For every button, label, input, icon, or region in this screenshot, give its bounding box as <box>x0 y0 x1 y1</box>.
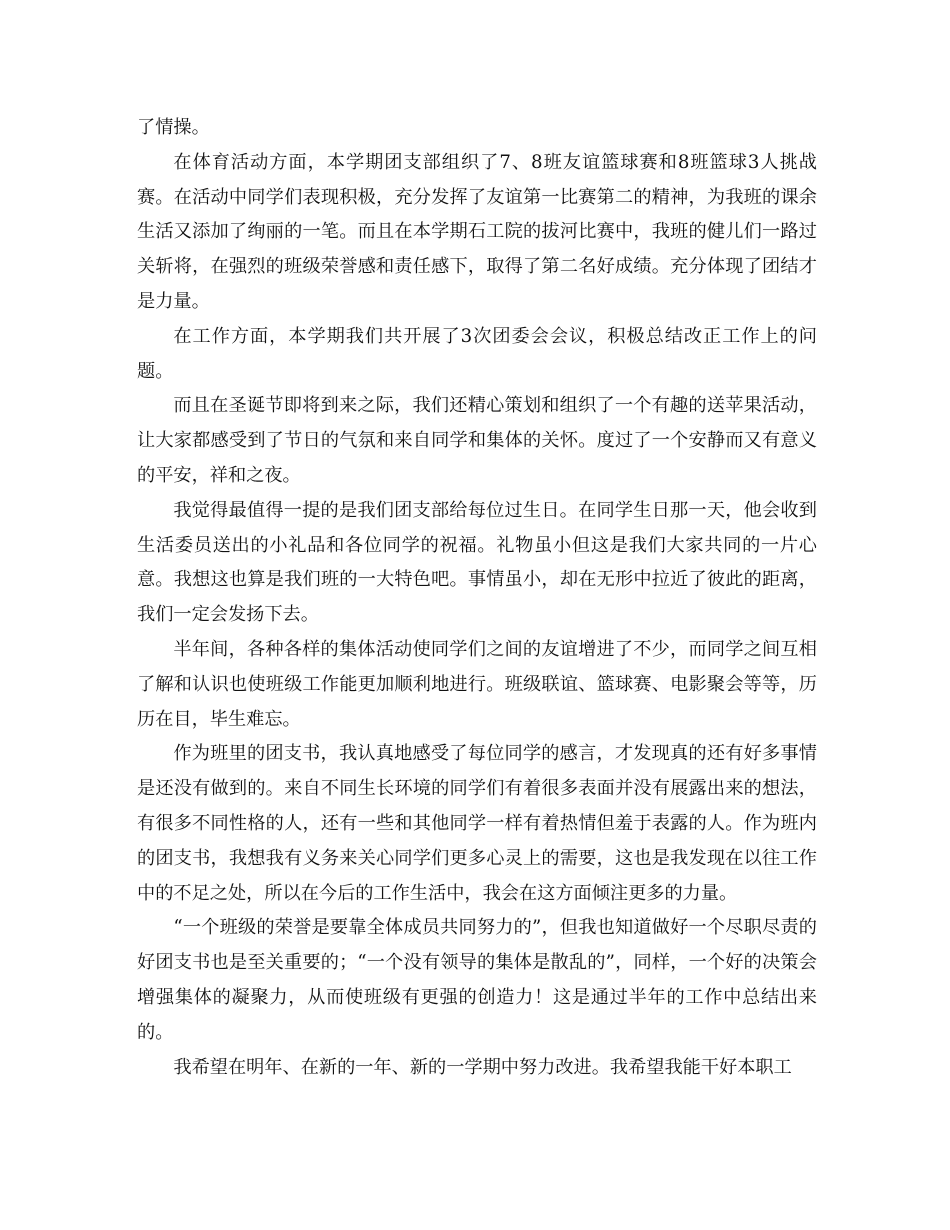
paragraph-half-year: 半年间，各种各样的集体活动使同学们之间的友谊增进了不少，而同学之间互相了解和认识也使班级工作能更加顺利地进行。班级联谊、篮球赛、电影聚会等等，历历在目，毕生难忘。 <box>137 638 817 730</box>
paragraph-work: 在工作方面，本学期我们共开展了3次团委会会议，积极总结改正工作上的问题。 <box>137 325 817 382</box>
paragraph-christmas: 而且在圣诞节即将到来之际，我们还精心策划和组织了一个有趣的送苹果活动，让大家都感受到了节日的气氛和来自同学和集体的关怀。度过了一个安静而又有意义的平安，祥和之夜。 <box>137 395 817 486</box>
paragraph-hope: 我希望在明年、在新的一年、新的一学期中努力改进。我希望我能干好本职工 <box>173 1056 792 1078</box>
paragraph-continued: 了情操。 <box>137 117 210 138</box>
document-page <box>137 111 817 1085</box>
paragraph-birthday: 我觉得最值得一提的是我们团支部给每位过生日。在同学生日那一天，他会收到生活委员送出的小礼品和各位同学的祝福。礼物虽小但这是我们大家共同的一片心意。我想这也算是我们班的一大特色吧。事情虽小，却在无形中拉近了彼此的距离，我们一定会发扬下去。 <box>137 499 817 626</box>
paragraph-class-honor: “一个班级的荣誉是要靠全体成员共同努力的”，但我也知道做好一个尽职尽责的好团支书也是至关重要的；“一个没有领导的集体是散乱的”，同样，一个好的决策会增强集体的凝聚力，从而使班级有更强的创造力！这是通过半年的工作中总结出来的。 <box>137 917 817 1043</box>
paragraph-secretary: 作为班里的团支书，我认真地感受了每位同学的感言，才发现真的还有好多事情是还没有做到的。来自不同生长环境的同学们有着很多表面并没有展露出来的想法，有很多不同性格的人，还有一些和其他同学一样有着热情但羞于表露的人。作为班内的团支书，我想我有义务来关心同学们更多心灵上的需要，这也是我发现在以往工作中的不足之处，所以在今后的工作生活中，我会在这方面倾注更多的力量。 <box>137 743 817 904</box>
paragraph-sports: 在体育活动方面，本学期团支部组织了7、8班友谊篮球赛和8班篮球3人挑战赛。在活动中同学们表现积极，充分发挥了友谊第一比赛第二的精神，为我班的课余生活又添加了绚丽的一笔。而且在本学期石工院的拔河比赛中，我班的健儿们一路过关斩将，在强烈的班级荣誉感和责任感下，取得了第二名好成绩。充分体现了团结才是力量。 <box>137 151 817 312</box>
